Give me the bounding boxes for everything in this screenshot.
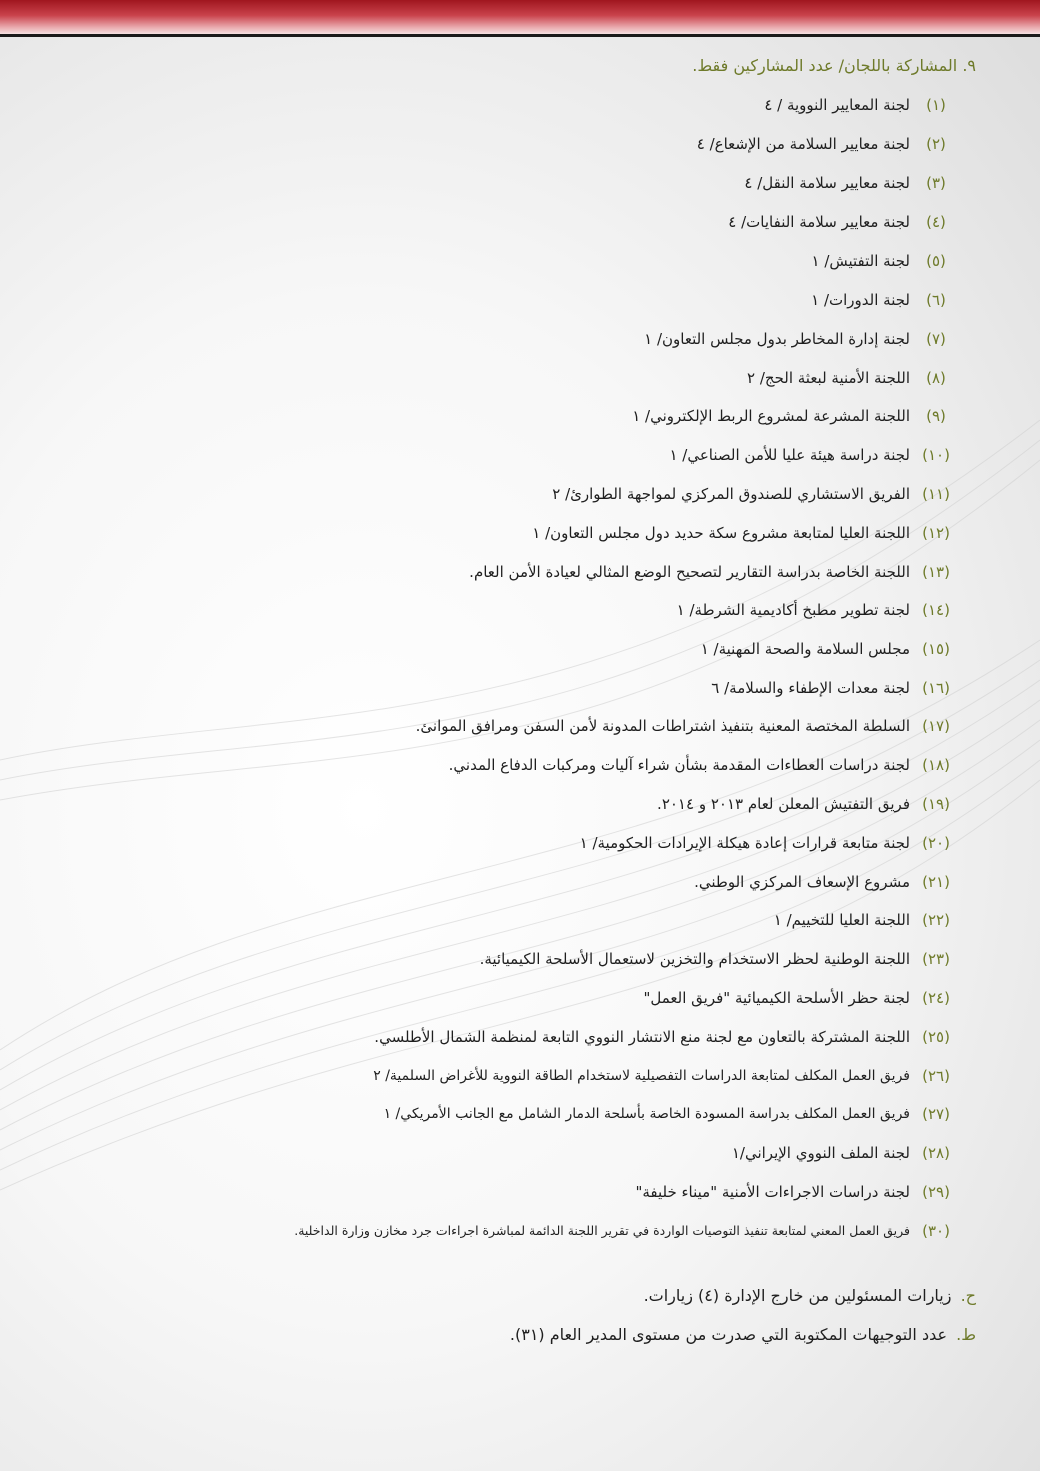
item-number: (١١) xyxy=(922,485,950,503)
item-text: لجنة دراسة هيئة عليا للأمن الصناعي/ ١ xyxy=(669,446,910,464)
list-item xyxy=(374,1025,954,1049)
item-number: (١٥) xyxy=(922,640,950,658)
item-number: (١٧) xyxy=(922,717,950,735)
list-item xyxy=(774,908,954,932)
item-text: اللجنة المشرعة لمشروع الربط الإلكتروني/ ١ xyxy=(632,407,910,425)
item-text: اللجنة العليا للتخييم/ ١ xyxy=(773,911,910,929)
list-item xyxy=(632,404,954,428)
list-item xyxy=(701,637,954,661)
list-item xyxy=(373,1064,954,1088)
item-text: مجلس السلامة والصحة المهنية/ ١ xyxy=(700,640,910,658)
list-item xyxy=(580,831,954,855)
item-number: (٢٧) xyxy=(922,1105,950,1123)
list-item xyxy=(811,288,954,312)
list-item xyxy=(697,132,954,156)
item-text: لجنة معايير سلامة النفايات/ ٤ xyxy=(728,213,910,231)
list-item xyxy=(294,1219,954,1243)
item-text: اللجنة الخاصة بدراسة التقارير لتصحيح الوضع المثالي لعيادة الأمن العام. xyxy=(469,563,910,581)
item-text: اللجنة الوطنية لحظر الاستخدام والتخزين لاستعمال الأسلحة الكيميائية. xyxy=(479,950,910,968)
item-text: لجنة معايير السلامة من الإشعاع/ ٤ xyxy=(696,135,910,153)
item-number: (٨) xyxy=(926,369,946,387)
list-item xyxy=(657,792,954,816)
item-text: لجنة متابعة قرارات إعادة هيكلة الإيرادات الحكومية/ ١ xyxy=(579,834,910,852)
item-text: لجنة دراسات الاجراءات الأمنية "ميناء خليفة" xyxy=(635,1183,910,1201)
item-text: لجنة دراسات العطاءات المقدمة بشأن شراء آليات ومركبات الدفاع المدني. xyxy=(448,756,910,774)
list-item xyxy=(469,560,954,584)
list-item xyxy=(384,1102,954,1126)
list-item xyxy=(677,598,954,622)
directives-line xyxy=(510,1325,976,1344)
item-number: (٢٦) xyxy=(922,1067,950,1085)
visits-text: زيارات المسئولين من خارج الإدارة (٤) زيارات. xyxy=(643,1286,952,1305)
item-text: لجنة إدارة المخاطر بدول مجلس التعاون/ ١ xyxy=(644,330,910,348)
visits-marker: ح. xyxy=(960,1286,976,1305)
item-number: (٣٠) xyxy=(922,1222,950,1240)
item-number: (١) xyxy=(926,96,946,114)
directives-text: عدد التوجيهات المكتوبة التي صدرت من مستوى المدير العام (٣١). xyxy=(509,1325,948,1344)
list-item xyxy=(728,210,954,234)
item-text: لجنة معايير سلامة النقل/ ٤ xyxy=(744,174,910,192)
item-number: (٢٥) xyxy=(922,1028,950,1046)
item-number: (١٦) xyxy=(922,679,950,697)
item-number: (٧) xyxy=(926,330,946,348)
list-item xyxy=(552,482,954,506)
item-number: (٤) xyxy=(926,213,946,231)
list-item xyxy=(480,947,954,971)
item-number: (٢٠) xyxy=(922,834,950,852)
item-number: (١٠) xyxy=(922,446,950,464)
item-text: لجنة المعايير النووية / ٤ xyxy=(764,96,910,114)
item-number: (١٨) xyxy=(922,756,950,774)
item-number: (٢١) xyxy=(922,873,950,891)
item-text: السلطة المختصة المعنية بتنفيذ اشتراطات المدونة لأمن السفن ومرافق الموانئ. xyxy=(415,717,910,735)
list-item xyxy=(811,249,954,273)
list-item xyxy=(694,870,954,894)
item-text: لجنة التفتيش/ ١ xyxy=(811,252,910,270)
item-text: فريق العمل المكلف بدراسة المسودة الخاصة بأسلحة الدمار الشامل مع الجانب الأمريكي/ ١ xyxy=(383,1106,910,1122)
section-heading: ٩. المشاركة باللجان/ عدد المشاركين فقط. xyxy=(692,56,976,75)
item-text: اللجنة العليا لمتابعة مشروع سكة حديد دول مجلس التعاون/ ١ xyxy=(532,524,910,542)
directives-marker: ط. xyxy=(956,1325,976,1344)
list-item xyxy=(635,1180,954,1204)
item-number: (٣) xyxy=(926,174,946,192)
list-item xyxy=(764,93,954,117)
list-item xyxy=(747,366,954,390)
list-item xyxy=(732,1141,954,1165)
list-item xyxy=(669,443,954,467)
item-text: لجنة الدورات/ ١ xyxy=(811,291,910,309)
item-number: (٢) xyxy=(926,135,946,153)
list-item xyxy=(744,171,954,195)
item-number: (١٤) xyxy=(922,601,950,619)
item-text: لجنة تطوير مطبخ أكاديمية الشرطة/ ١ xyxy=(676,601,910,619)
item-text: فريق العمل المعني لمتابعة تنفيذ التوصيات الواردة في تقرير اللجنة الدائمة لمباشرة اجراءات جرد مخازن وزارة الداخلية. xyxy=(294,1223,910,1238)
item-text: مشروع الإسعاف المركزي الوطني. xyxy=(694,873,910,891)
item-number: (١٣) xyxy=(922,563,950,581)
item-number: (١٩) xyxy=(922,795,950,813)
item-text: لجنة معدات الإطفاء والسلامة/ ٦ xyxy=(711,679,910,697)
item-number: (٢٣) xyxy=(922,950,950,968)
item-number: (٢٤) xyxy=(922,989,950,1007)
item-text: الفريق الاستشاري للصندوق المركزي لمواجهة الطوارئ/ ٢ xyxy=(552,485,910,503)
item-number: (٢٨) xyxy=(922,1144,950,1162)
list-item xyxy=(644,327,954,351)
item-number: (٥) xyxy=(926,252,946,270)
item-text: فريق العمل المكلف لمتابعة الدراسات التفصيلية لاستخدام الطاقة النووية للأغراض السلمية/ ٢ xyxy=(373,1068,910,1084)
item-text: لجنة حظر الأسلحة الكيميائية "فريق العمل" xyxy=(643,989,910,1007)
item-text: اللجنة الأمنية لبعثة الحج/ ٢ xyxy=(747,369,910,387)
item-number: (٩) xyxy=(926,407,946,425)
list-item xyxy=(644,986,955,1010)
list-item xyxy=(449,753,954,777)
list-item xyxy=(416,714,954,738)
item-number: (٢٩) xyxy=(922,1183,950,1201)
item-text: اللجنة المشتركة بالتعاون مع لجنة منع الانتشار النووي التابعة لمنظمة الشمال الأطلسي. xyxy=(374,1028,910,1046)
item-text: فريق التفتيش المعلن لعام ٢٠١٣ و ٢٠١٤. xyxy=(657,795,910,813)
list-item xyxy=(532,521,954,545)
item-number: (٦) xyxy=(926,291,946,309)
visits-line xyxy=(644,1286,976,1305)
item-number: (٢٢) xyxy=(922,911,950,929)
item-number: (١٢) xyxy=(922,524,950,542)
list-item xyxy=(711,676,954,700)
item-text: لجنة الملف النووي الإيراني/١ xyxy=(731,1144,910,1162)
